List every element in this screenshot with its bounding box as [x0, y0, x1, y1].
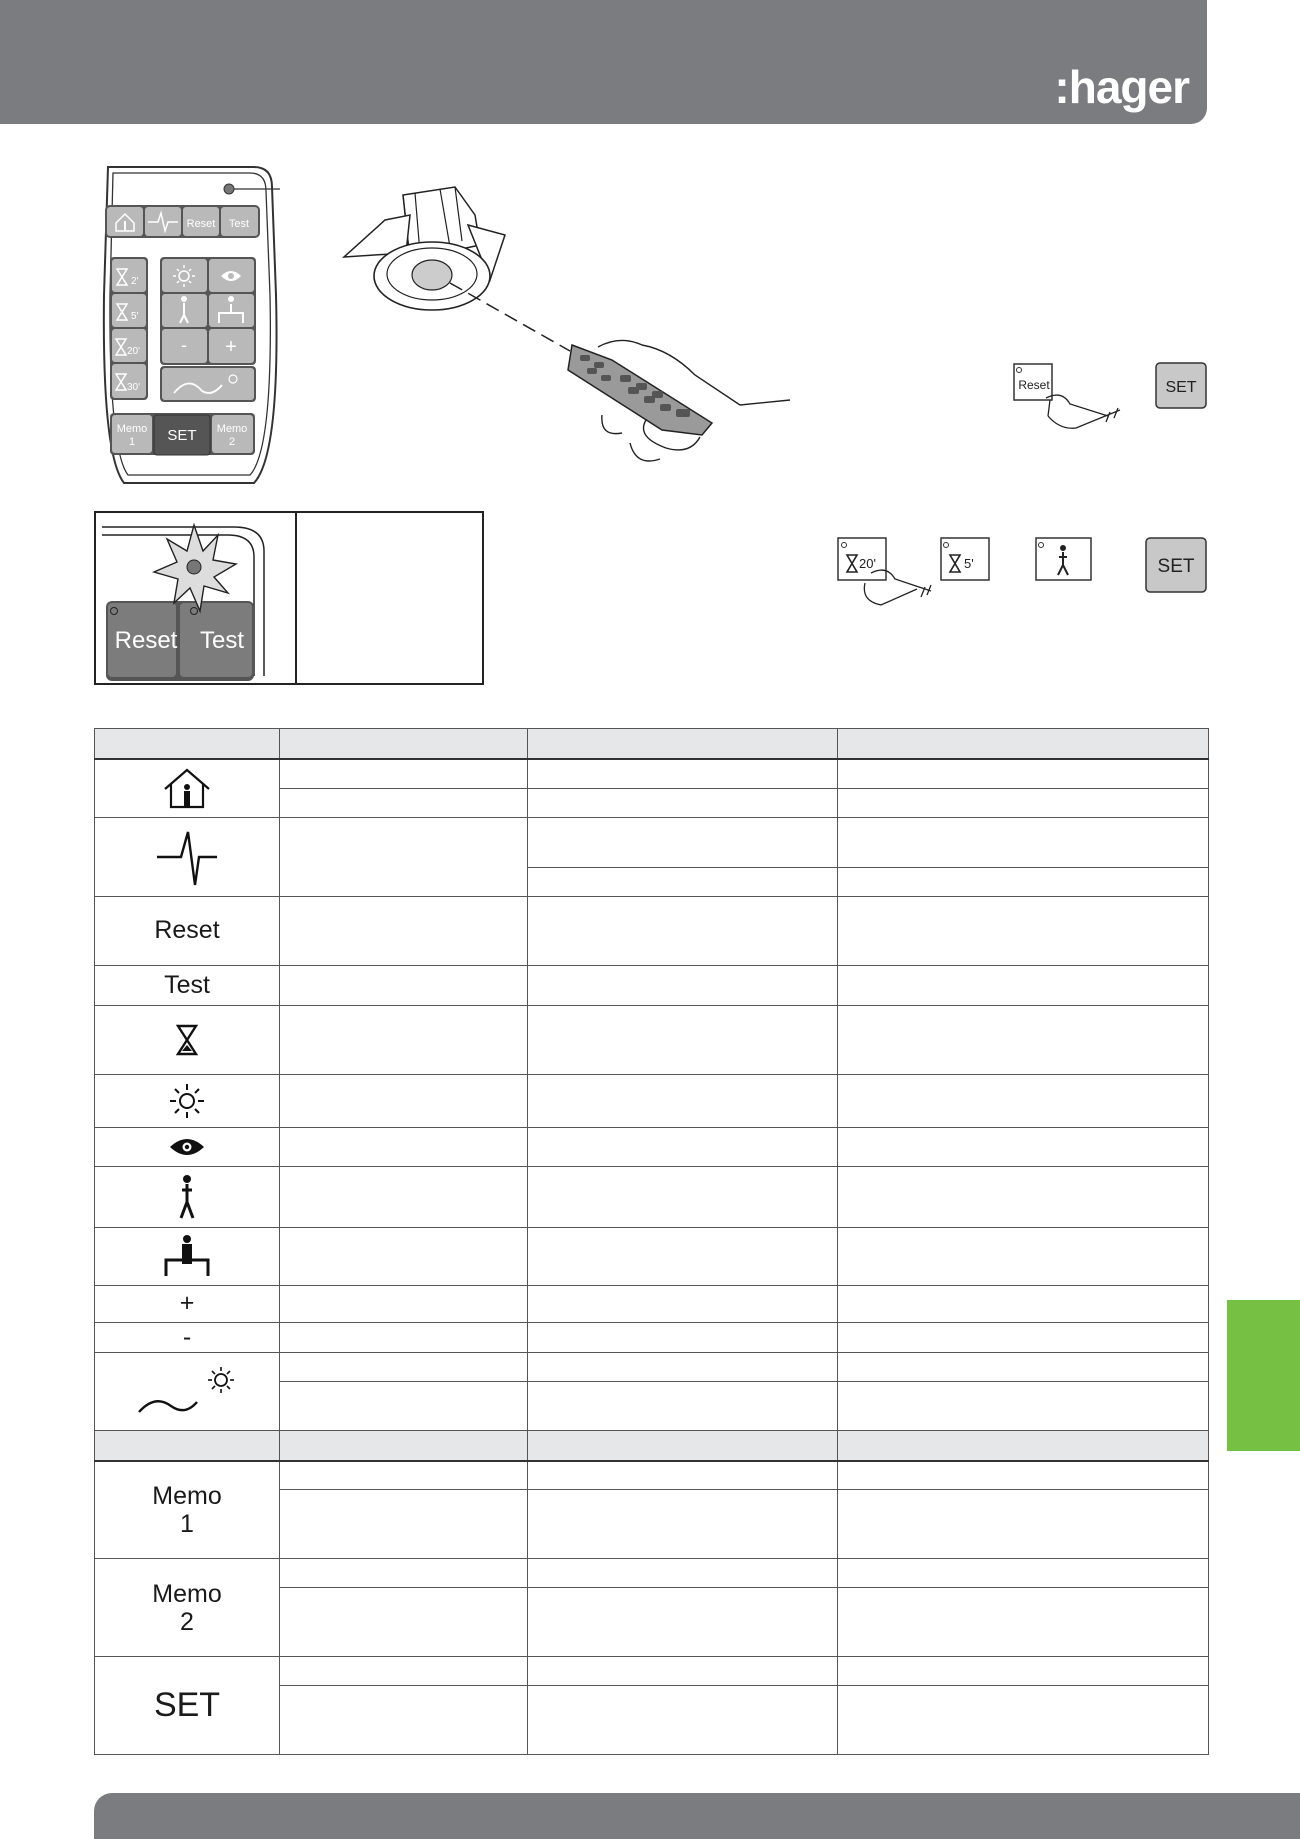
table-row	[95, 1352, 1209, 1381]
step-time5-label: 5'	[964, 556, 974, 571]
daylight-curve-icon-cell	[95, 1352, 280, 1430]
table-row	[95, 965, 1209, 1005]
function-table	[94, 728, 1209, 1755]
page-footer	[94, 1793, 1300, 1839]
pulse-icon-cell	[95, 817, 280, 896]
sun-icon	[169, 1083, 205, 1119]
remote-time-5-label: 5'	[131, 311, 139, 322]
reset-test-detail	[94, 511, 484, 685]
section-tab	[1227, 1300, 1300, 1451]
table-row	[95, 1005, 1209, 1074]
pulse-icon	[155, 827, 219, 887]
sensor-remote-illustration	[340, 175, 800, 475]
hager-logo: :hager	[1054, 61, 1189, 113]
remote-control-illustration	[94, 165, 294, 490]
house-person-icon	[162, 767, 212, 809]
daylight-curve-icon	[137, 1366, 237, 1416]
desk-person-icon	[163, 1234, 211, 1278]
memo1-label-line2: 1	[180, 1509, 194, 1538]
memo2-label-line1: Memo	[152, 1579, 222, 1608]
remote-minus-label: -	[181, 335, 187, 355]
table-section-header-row	[95, 1430, 1209, 1461]
reset-press-step	[1010, 360, 1210, 460]
memo2-row-label	[95, 1559, 280, 1657]
table-header-row	[95, 729, 1209, 760]
reset-row-label: Reset	[95, 896, 280, 965]
remote-memo2-label-b: 2	[228, 436, 236, 448]
memo1-label-line1: Memo	[152, 1481, 222, 1510]
table-row	[95, 1461, 1209, 1490]
test-row-label: Test	[95, 965, 280, 1005]
remote-memo1-label-b: 1	[128, 436, 136, 448]
memo2-label-line2: 2	[180, 1607, 194, 1636]
table-row	[95, 1559, 1209, 1588]
remote-time-20-label: 20'	[127, 346, 141, 357]
table-row	[95, 817, 1209, 867]
table-row	[95, 896, 1209, 965]
minus-row-label: -	[95, 1322, 280, 1352]
remote-test-label: Test	[228, 218, 250, 230]
table-row	[95, 1285, 1209, 1322]
step-set-label: SET	[1165, 379, 1197, 396]
detail-test-label: Test	[199, 627, 245, 654]
table-row	[95, 1166, 1209, 1227]
eye-icon-cell	[95, 1127, 280, 1166]
table-row	[95, 1074, 1209, 1127]
memo1-row-label	[95, 1461, 280, 1559]
remote-memo1-label-a: Memo	[116, 423, 148, 435]
hourglass-icon-cell	[95, 1005, 280, 1074]
remote-time-30-label: 30'	[127, 382, 141, 393]
table-row	[95, 1322, 1209, 1352]
table-row	[95, 1127, 1209, 1166]
page-header	[0, 0, 1207, 124]
hourglass-icon	[175, 1023, 199, 1057]
remote-memo2-label-a: Memo	[216, 423, 248, 435]
eye-icon	[169, 1137, 205, 1157]
time-selection-step	[835, 535, 1210, 625]
walking-person-icon-cell	[95, 1166, 280, 1227]
remote-plus-label: +	[225, 336, 237, 358]
table-row	[95, 759, 1209, 788]
step-reset-label: Reset	[1018, 378, 1050, 392]
remote-set-label: SET	[167, 427, 197, 444]
set-row-label: SET	[95, 1657, 280, 1755]
sun-icon-cell	[95, 1074, 280, 1127]
detail-reset-label: Reset	[114, 627, 178, 654]
step-time20-label: 20'	[859, 556, 876, 571]
desk-person-icon-cell	[95, 1227, 280, 1285]
plus-row-label: +	[95, 1285, 280, 1322]
table-row	[95, 1227, 1209, 1285]
house-icon-cell	[95, 759, 280, 817]
remote-time-2-label: 2'	[131, 276, 139, 287]
remote-reset-label: Reset	[186, 218, 216, 230]
walking-person-icon	[175, 1174, 199, 1220]
table-row	[95, 1657, 1209, 1686]
step-set2-label: SET	[1157, 556, 1195, 577]
